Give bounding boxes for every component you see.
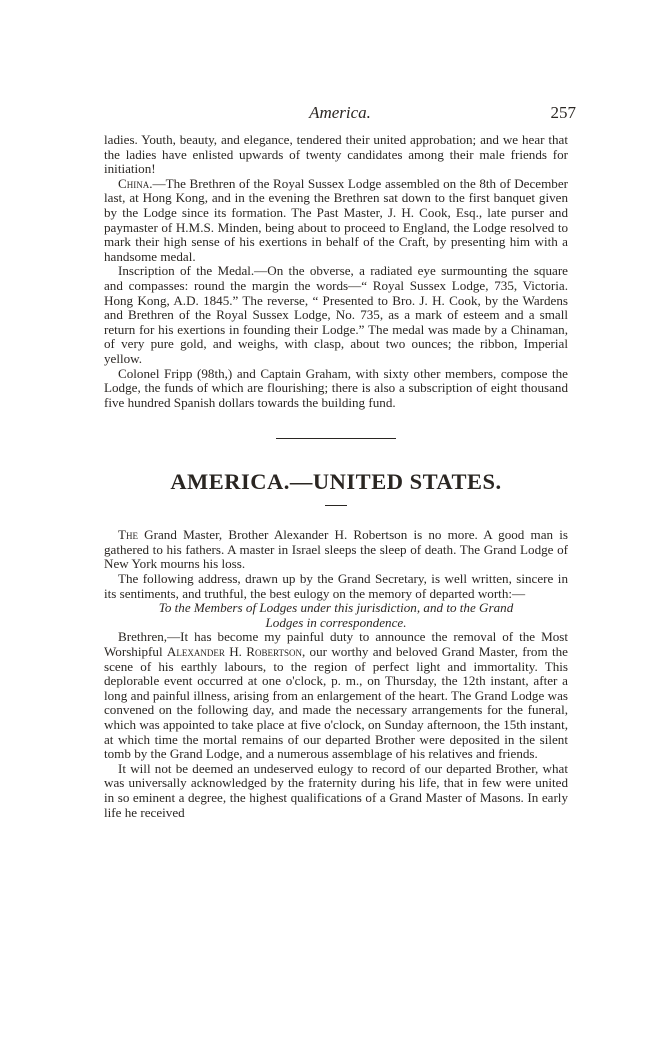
china-paragraph [104,177,568,265]
address-title-line2: Lodges in correspondence. [265,614,407,630]
address-title-line1: To the Members of Lodges under this jurisdiction, and to the Grand [158,600,514,616]
grand-master-text: Grand Master, Brother Alexander H. Robertson is no more. A good man is gathered to his fathers. A master in Israel sleeps the sleep of death. The Grand Lodge of New York mourns his loss. [104,527,568,572]
grand-master-lead: The [118,527,138,543]
address-intro-paragraph: The following address, drawn up by the Grand Secretary, is well written, sincere in its sentiments, and truthful, the best eulogy on the memory of departed worth:— [104,571,568,601]
eulogy-paragraph: It will not be deemed an undeserved eulogy to record of our departed Brother, what was universally acknowledged by the fraternity during his life, that in few were united in so eminent a degree, the highest qualifications of a Grand Master of Masons. In early life he received [104,760,568,820]
heading-rule [325,505,347,506]
address-text-b: , our worthy and beloved Grand Master, from the scene of his earthly labours, to the region of perfect light and immortality. This deplorable event occurred at one o'clock, p. m., on Thursday, the 12th instant, after a long and painful illness, arising from an enlargement of the heart. The Grand Lodge was convened on the following day, and made the necessary arrangements for the funeral, which was appointed to take place at five o'clock, on Sunday afternoon, the 15th instant, at which time the mortal remains of our departed Brother were deposited in the silent tomb by the Grand Lodge, and a numerous assemblage of his relatives and friends. [104,644,568,762]
address-text-a: Brethren,—It has become my painful duty to announce the removal of the Most Worshipful [104,629,568,660]
address-body-paragraph [104,630,568,761]
grand-master-paragraph [104,528,568,572]
page-body [104,133,568,820]
lodge-members-paragraph: Colonel Fripp (98th,) and Captain Graham, with sixty other members, compose the Lodge, the funds of which are flourishing; there is also a subscription of eight thousand five hundred Spanish dollars towards the building fund. [104,365,568,410]
china-lead: China. [118,175,153,191]
page-number: 257 [550,103,576,122]
continued-paragraph: ladies. Youth, beauty, and elegance, tendered their united approbation; and we hear that the ladies have enlisted upwards of twenty candidates among their male friends for initiation! [104,132,568,177]
page-header [104,103,576,125]
medal-inscription-paragraph: Inscription of the Medal.—On the obverse, a radiated eye surmounting the square and compasses: round the margin the words—“ Royal Sussex Lodge, 735, Victoria. Hong Kong, A.D. 1845.” The reverse, “ Presented to Bro. J. H. Cook, by the Wardens and Brethren of the Royal Sussex Lodge, No. 735, as a mark of esteem and a small return for his exertions in founding their Lodge.” The medal was made by a Chinaman, of very pure gold, and weighs, with clasp, about two ounces; the ribbon, Imperial yellow. [104,263,568,366]
china-paragraph-text: —The Brethren of the Royal Sussex Lodge assembled on the 8th of December last, at Hong Kong, and in the evening the Brethren sat down to the first banquet given by the Lodge since its formation. The Past Master, J. H. Cook, Esq., late purser and paymaster of H.M.S. Minden, being about to proceed to England, the Lodge resolved to mark their high sense of his exertions in behalf of the Craft, by presenting him with a handsome medal. [104,175,568,264]
grand-master-name: Alexander H. Robertson [166,644,302,660]
section-heading: AMERICA.—UNITED STATES. [170,469,502,495]
running-head: America. [309,103,371,122]
section-divider [276,438,396,439]
